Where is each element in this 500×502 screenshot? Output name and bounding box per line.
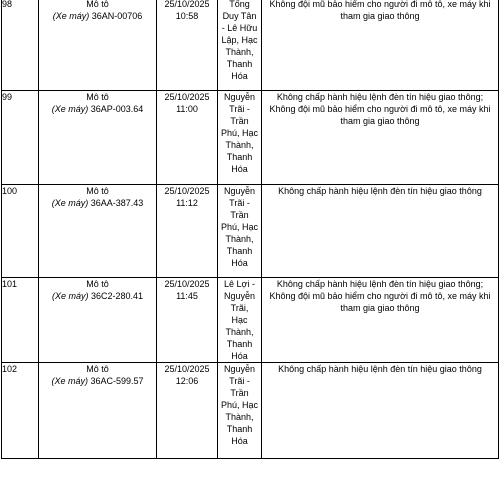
vehicle-class: (Xe máy) [51,376,88,386]
license-plate: 36AP-003.64 [90,104,144,114]
location-line: Trần [230,116,249,126]
location-line: Hạc [231,315,248,325]
violation-line: tham gia giao thông [340,11,420,21]
location-line: Hóa [231,258,248,268]
license-plate: 36AC-599.57 [90,376,144,386]
violation-date: 25/10/2025 [164,92,210,102]
location-line: Nguyễn [223,364,256,374]
location-cell [218,363,262,459]
location-line: Hóa [231,351,248,361]
violation-line: Không đội mũ bảo hiểm cho người đi mô tô, xe máy khi [269,104,491,114]
violation-time: 11:45 [176,291,198,301]
violation-line: Không đội mũ bảo hiểm cho người đi mô tô, xe máy khi [269,291,491,301]
location-line: Trần [230,388,249,398]
vehicle-type: Mô tô [86,279,109,289]
violation-cell [262,363,499,459]
location-line: Thành, [225,47,254,57]
location-line: Phú, Hạc [220,400,259,410]
row-number: 98 [2,0,39,91]
location-line: Nguyễn [223,291,256,301]
license-plate: 36C2-280.41 [90,291,144,301]
violation-time: 10:58 [175,11,199,21]
location-line: Trần [230,210,249,220]
location-line: Hóa [231,436,248,446]
violation-line: Không chấp hành hiệu lệnh đèn tín hiệu giao thông [278,186,482,196]
location-cell [218,185,262,278]
violation-line: Không chấp hành hiệu lệnh đèn tín hiệu giao thông [278,364,482,374]
table-row [2,185,499,278]
location-line: Nguyễn [223,186,256,196]
license-plate: 36AN-00706 [91,11,143,21]
vehicle-class: (Xe máy) [51,291,89,301]
datetime-cell [157,91,218,185]
violation-time: 11:00 [176,104,198,114]
violation-time: 12:06 [175,376,199,386]
violation-line: Không chấp hành hiệu lệnh đèn tín hiệu giao thông; [276,279,484,289]
vehicle-class: (Xe máy) [51,198,89,208]
violation-line: tham gia giao thông [340,303,420,313]
table-row [2,91,499,185]
location-line: Thành, [225,140,254,150]
vehicle-class: (Xe máy) [51,104,89,114]
datetime-cell [157,185,218,278]
location-line: Trãi, [230,303,249,313]
location-line: Thanh [226,246,253,256]
violation-date: 25/10/2025 [164,364,210,374]
location-cell [218,0,262,91]
location-line: Trãi - [229,198,250,208]
vehicle-type: Mô tô [86,186,109,196]
vehicle-cell [39,185,157,278]
violation-time: 11:12 [176,198,198,208]
vehicle-type: Mô tô [86,92,109,102]
violation-cell [262,0,499,91]
location-line: Thành, [225,412,254,422]
row-number: 100 [2,185,39,278]
location-cell [218,278,262,363]
vehicle-type: Mô tô [86,364,109,374]
location-line: Phú, Hạc [220,222,259,232]
row-number: 99 [2,91,39,185]
violation-line: tham gia giao thông [340,116,420,126]
row-number: 102 [2,363,39,459]
datetime-cell [157,278,218,363]
violation-date: 25/10/2025 [164,186,210,196]
location-line: Thanh [226,424,253,434]
location-line: Thành, [225,327,254,337]
location-cell [218,91,262,185]
location-line: Trãi - [229,376,250,386]
vehicle-cell [39,278,157,363]
vehicle-type: Mô tô [86,0,109,9]
location-line: Nguyễn [223,92,256,102]
location-line: Thanh [226,152,253,162]
vehicle-cell [39,363,157,459]
vehicle-cell [39,91,157,185]
location-line: Lê Lợi - [224,279,255,289]
location-line: Thành, [225,234,254,244]
location-line: Thanh [226,59,253,69]
violation-cell [262,278,499,363]
location-line: Phú, Hạc [220,128,259,138]
datetime-cell [157,363,218,459]
location-line: Tống [229,0,250,9]
location-line: - Lê Hữu [221,23,258,33]
violation-cell [262,91,499,185]
location-line: Hóa [231,164,248,174]
violations-table [1,0,499,459]
location-line: Thanh [226,339,253,349]
table-row [2,278,499,363]
violation-date: 25/10/2025 [164,0,210,9]
violation-date: 25/10/2025 [164,279,210,289]
license-plate: 36AA-387.43 [90,198,144,208]
vehicle-cell [39,0,157,91]
violation-cell [262,185,499,278]
row-number: 101 [2,278,39,363]
datetime-cell [157,0,218,91]
location-line: Duy Tân [222,11,257,21]
violation-line: Không chấp hành hiệu lệnh đèn tín hiệu giao thông; [276,92,484,102]
location-line: Trãi - [229,104,250,114]
table-row [2,363,499,459]
table-row [2,0,499,91]
violation-line: Không đội mũ bảo hiểm cho người đi mô tô, xe máy khi [269,0,491,9]
location-line: Hóa [231,71,248,81]
location-line: Lập, Hạc [221,35,258,45]
vehicle-class: (Xe máy) [52,11,90,21]
